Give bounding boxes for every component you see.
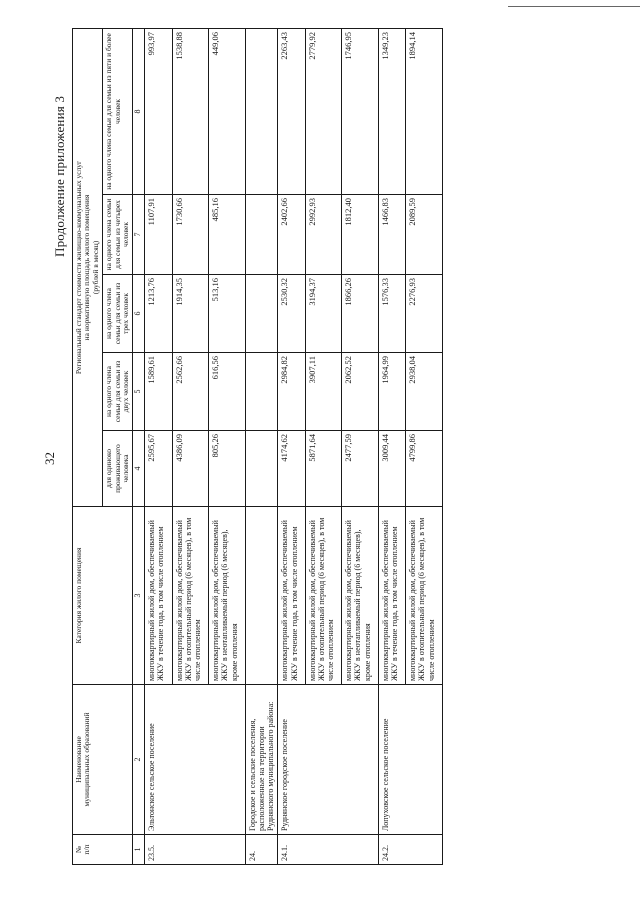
category-cell: многоквартирный жилой дом, обеспечиваемый ЖКУ в течение года, в том числе отоплением (145, 507, 172, 685)
value-cell: 2477,59 (342, 431, 379, 507)
value-cell: 1576,33 (378, 275, 405, 353)
empty-cell (245, 431, 278, 507)
table-row (278, 28, 305, 864)
value-cell: 1812,40 (342, 195, 379, 275)
header-col8 (103, 28, 133, 194)
col-number-2: 2 (133, 685, 145, 835)
value-cell: 2402,66 (278, 195, 305, 275)
value-cell: 1730,66 (172, 195, 209, 275)
value-cell: 616,56 (209, 353, 246, 431)
header-name-text: Наименование муниципальных образований (74, 712, 92, 807)
value-cell: 1964,99 (378, 353, 405, 431)
table-row (145, 28, 172, 864)
header-col4 (103, 431, 133, 507)
header-name (73, 685, 133, 835)
header-number-text: № п/п (74, 844, 92, 855)
category-cell: многоквартирный жилой дом, обеспечиваемый ЖКУ в неотапливаемый период (6 месяцев), кроме отопления (342, 507, 379, 685)
category-cell: многоквартирный жилой дом, обеспечиваемый ЖКУ в отопительный период (6 месяцев), в том числе отоплением (172, 507, 209, 685)
value-cell: 1466,83 (378, 195, 405, 275)
value-cell: 1894,14 (406, 28, 443, 194)
header-standard (73, 28, 103, 506)
col-number-5: 5 (133, 353, 145, 431)
value-cell: 805,26 (209, 431, 246, 507)
value-cell: 2984,82 (278, 353, 305, 431)
empty-cell (245, 275, 278, 353)
value-cell: 485,16 (209, 195, 246, 275)
row-number: 23.5. (145, 835, 246, 865)
empty-cell (245, 28, 278, 194)
header-col7 (103, 195, 133, 275)
header-category-text: Категория жилого помещения (74, 547, 83, 644)
col-number-8: 8 (133, 28, 145, 194)
value-cell: 4386,09 (172, 431, 209, 507)
category-cell: многоквартирный жилой дом, обеспечиваемый ЖКУ в неотапливаемый период (6 месяцев), кроме отопления (209, 507, 246, 685)
header-category (73, 507, 133, 685)
value-cell: 2779,92 (305, 28, 342, 194)
value-cell: 1914,35 (172, 275, 209, 353)
value-cell: 449,06 (209, 28, 246, 194)
header-col6 (103, 275, 133, 353)
value-cell: 1866,26 (342, 275, 379, 353)
value-cell: 2263,43 (278, 28, 305, 194)
municipality-name: Лопуховское сельское поселение (378, 685, 442, 835)
value-cell: 2062,52 (342, 353, 379, 431)
row-number: 24.2. (378, 835, 442, 865)
header-col4-text: для одиноко проживающего человека (104, 444, 130, 493)
value-cell: 4174,62 (278, 431, 305, 507)
page-number: 32 (42, 452, 57, 465)
appendix-title: Продолжение приложения 3 (52, 95, 67, 257)
value-cell: 993,97 (145, 28, 172, 194)
header-col5-text: на одного члена семьи для семьи из двух человек (104, 360, 130, 423)
value-cell: 2938,04 (406, 353, 443, 431)
col-number-4: 4 (133, 431, 145, 507)
value-cell: 2595,67 (145, 431, 172, 507)
value-cell: 2276,93 (406, 275, 443, 353)
value-cell: 4799,86 (406, 431, 443, 507)
value-cell: 1107,91 (145, 195, 172, 275)
header-col5 (103, 353, 133, 431)
category-cell: многоквартирный жилой дом, обеспечиваемый ЖКУ в отопительный период (6 месяцев), в том числе отоплением (406, 507, 443, 685)
value-cell: 1349,23 (378, 28, 405, 194)
col-number-7: 7 (133, 195, 145, 275)
row-number: 24. (245, 835, 278, 865)
row-number: 24.1. (278, 835, 379, 865)
category-cell: многоквартирный жилой дом, обеспечиваемый ЖКУ в отопительный период (6 месяцев), в том числе отоплением (305, 507, 342, 685)
table-row (245, 28, 278, 864)
value-cell: 1746,95 (342, 28, 379, 194)
municipality-name: Городское и сельские поселения, расположенные на территории Руднянского муниципального района: (245, 685, 278, 835)
col-number-1: 1 (133, 835, 145, 865)
value-cell: 513,16 (209, 275, 246, 353)
header-col7-text: на одного члена семьи для семьи из четырех человек (104, 198, 130, 271)
value-cell: 3009,44 (378, 431, 405, 507)
value-cell: 5871,64 (305, 431, 342, 507)
value-cell: 1589,61 (145, 353, 172, 431)
value-cell: 3907,11 (305, 353, 342, 431)
empty-cell (245, 353, 278, 431)
value-cell: 2992,93 (305, 195, 342, 275)
empty-cell (245, 195, 278, 275)
col-number-3: 3 (133, 507, 145, 685)
value-cell: 2530,32 (278, 275, 305, 353)
table-row (378, 28, 405, 864)
housing-cost-table (72, 28, 443, 865)
empty-cell (245, 507, 278, 685)
header-number (73, 835, 133, 865)
municipality-name: Эльтонское сельское поселение (145, 685, 246, 835)
category-cell: многоквартирный жилой дом, обеспечиваемый ЖКУ в течение года, в том числе отоплением (278, 507, 305, 685)
value-cell: 1538,88 (172, 28, 209, 194)
value-cell: 2089,59 (406, 195, 443, 275)
category-cell: многоквартирный жилой дом, обеспечиваемый ЖКУ в течение года, в том числе отоплением (378, 507, 405, 685)
value-cell: 3194,37 (305, 275, 342, 353)
header-col6-text: на одного члена семьи для семьи из трех человек (104, 282, 130, 345)
municipality-name: Руднянское городское поселение (278, 685, 379, 835)
header-standard-text: Региональный стандарт стоимости жилищно-коммунальных услуг на нормативную площадь жилого помещения (рублей в месяц) (74, 160, 100, 375)
header-col8-text: на одного члена семьи для семьи из пяти и более человек (104, 33, 122, 190)
col-number-6: 6 (133, 275, 145, 353)
value-cell: 2562,66 (172, 353, 209, 431)
value-cell: 1213,76 (145, 275, 172, 353)
